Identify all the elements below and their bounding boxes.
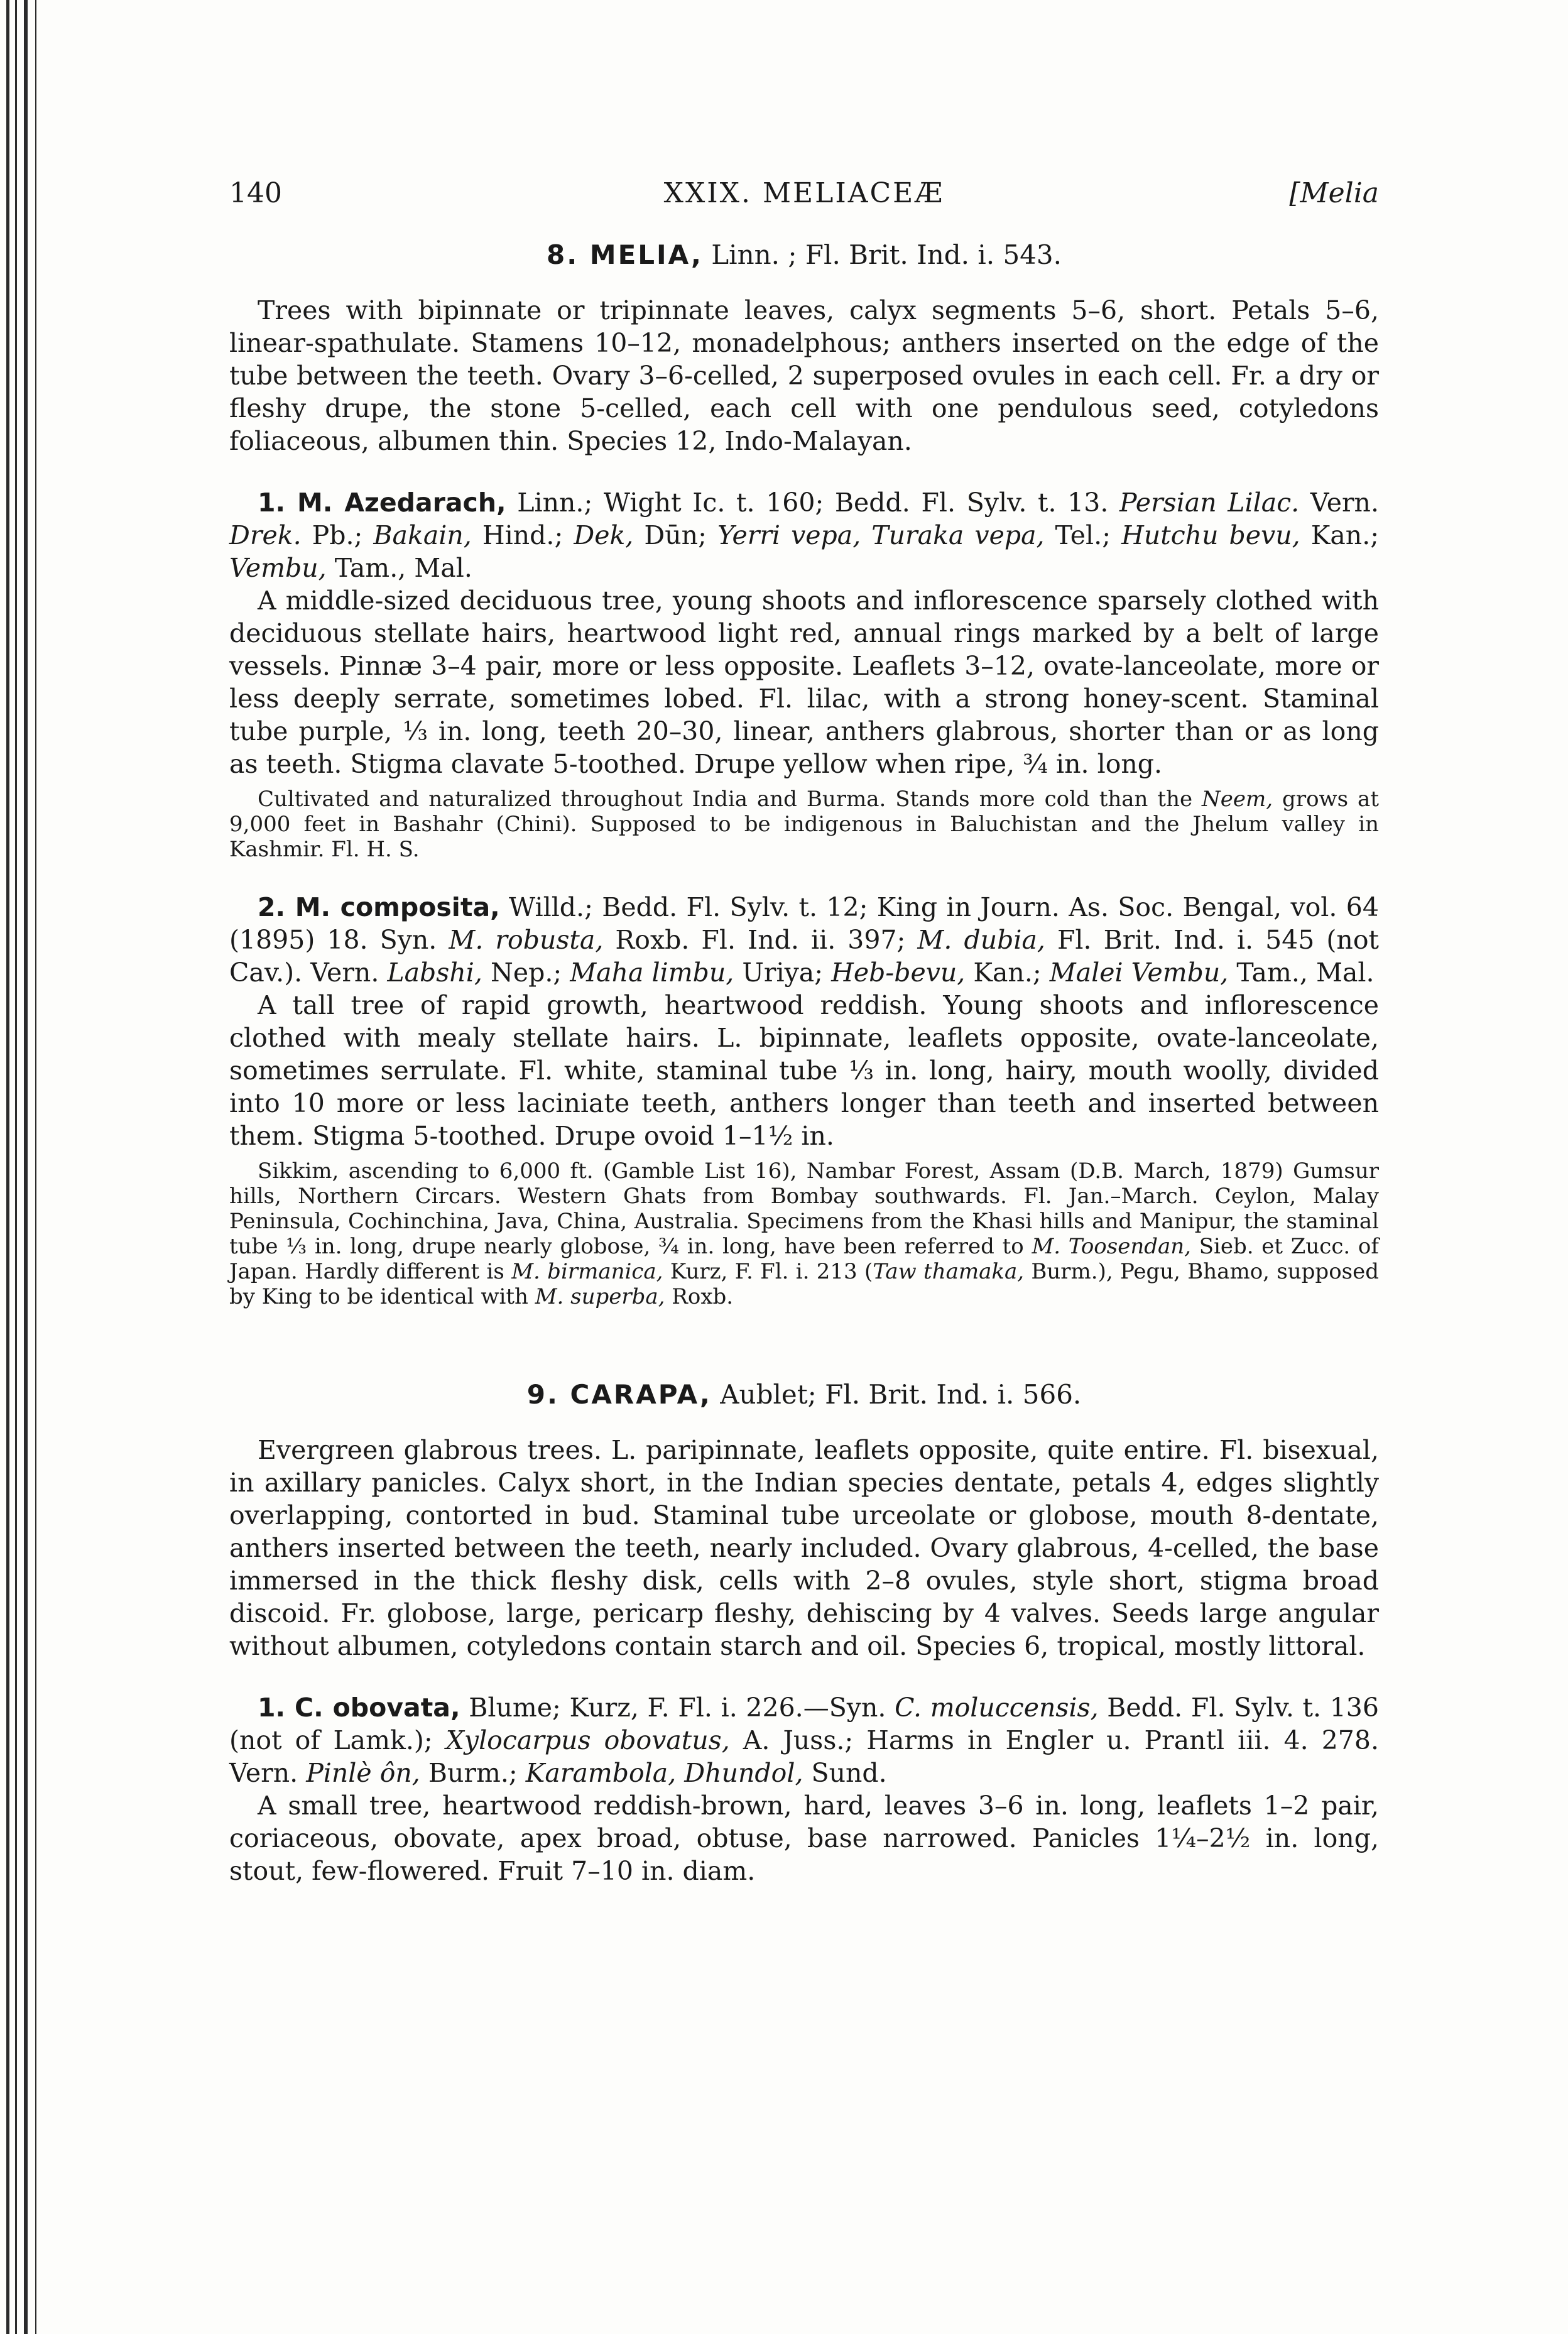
common-name: Persian Lilac. [1119,488,1300,518]
species-name: 1. M. Azedarach, [258,488,506,518]
species-entry-azedarach: 1. M. Azedarach, Linn.; Wight Ic. t. 160; Bedd. Fl. Sylv. t. 13. Persian Lilac. Vern. Drek. Pb.; Bakain, Hind.; Dek, Dūn; Yerri vepa, Turaka vepa, Tel.; Hutchu bevu, Kan.; Vembu, Tam., Mal. [229,488,1380,583]
distribution-note: Sikkim, ascending to 6,000 ft. (Gamble List 16), Nambar Forest, Assam (D.B. March, 1879) Gumsur hills, Northern Circars. Western Ghats from Bombay southwards. Fl. Jan.–March. Ceylon, Malay Peninsula, Cochinchina, Java, China, Australia. Specimens from the Khasi hills and Manipur, the staminal tube ⅓ in. long, drupe nearly globose, ¾ in. long, have been referred to M. Toosendan, Sieb. et Zucc. of Japan. Hardly different is M. birmanica, Kurz, F. Fl. i. 213 (Taw thamaka, Burm.), Pegu, Bhamo, supposed by King to be identical with M. superba, Roxb. [229,1159,1379,1309]
species-description: A small tree, heartwood reddish-brown, hard, leaves 3–6 in. long, leaflets 1–2 pair, coriaceous, obovate, apex broad, obtuse, base narrowed. Panicles 1¼–2½ in. long, stout, few-flowered. Fruit 7–10 in. diam. [229,1791,1379,1886]
species-description: A tall tree of rapid growth, heartwood reddish. Young shoots and inflorescence clothed with mealy stellate hairs. L. bipinnate, leaflets opposite, ovate-lanceolate, sometimes serrulate. Fl. white, staminal tube ⅓ in. long, hairy, mouth woolly, divided into 10 more or less laciniate teeth, anthers longer than teeth and inserted between them. Stigma 5-toothed. Drupe ovoid 1–1½ in. [229,990,1379,1151]
page-number: 140 [229,177,282,209]
species-name: 2. M. composita, [258,892,500,922]
species-description: A middle-sized deciduous tree, young shoots and inflorescence sparsely clothed with deciduous stellate hairs, heartwood light red, annual rings marked by a belt of large vessels. Pinnæ 3–4 pair, more or less opposite. Leaflets 3–12, ovate-lanceolate, more or less deeply serrate, sometimes lobed. Fl. lilac, with a strong honey-scent. Staminal tube purple, ⅓ in. long, teeth 20–30, linear, anthers glabrous, shorter than or as long as teeth. Stigma clavate 5-toothed. Drupe yellow when ripe, ¾ in. long. [229,586,1379,779]
species-entry-obovata: 1. C. obovata, Blume; Kurz, F. Fl. i. 226.—Syn. C. moluccensis, Bedd. Fl. Sylv. t. 136 (not of Lamk.); Xylocarpus obovatus, A. Juss.; Harms in Engler u. Prantl iii. 4. 278. Vern. Pinlè ôn, Burm.; Karambola, Dhundol, Sund. [229,1693,1379,1788]
genus-description: Evergreen glabrous trees. L. paripinnate, leaflets opposite, quite entire. Fl. bisexual, in axillary panicles. Calyx short, in the Indian species dentate, petals 4, edges slightly overlapping, contorted in bud. Staminal tube urceolate or globose, mouth 8-dentate, anthers inserted between the teeth, nearly included. Ovary glabrous, 4-celled, the base immersed in the thick fleshy disk, cells with 2–8 ovules, style short, stigma broad discoid. Fr. globose, large, pericarp fleshy, dehiscing by 4 valves. Seeds large angular without albumen, cotyledons contain starch and oil. Species 6, tropical, mostly littoral. [229,1435,1379,1661]
chapter-title: XXIX. MELIACEÆ [663,177,945,209]
genus-name: 9. CARAPA, [526,1379,712,1410]
genus-reference: Aublet; Fl. Brit. Ind. i. 566. [711,1379,1082,1410]
species-name: 1. C. obovata, [258,1693,460,1723]
species-entry-composita: 2. M. composita, Willd.; Bedd. Fl. Sylv. t. 12; King in Journ. As. Soc. Bengal, vol. 64 (1895) 18. Syn. M. robusta, Roxb. Fl. Ind. ii. 397; M. dubia, Fl. Brit. Ind. i. 545 (not Cav.). Vern. Labshi, Nep.; Maha limbu, Uriya; Heb-bevu, Kan.; Malei Vembu, Tam., Mal. [229,892,1379,988]
running-head: [Melia [1289,177,1379,209]
book-binding-edge [0,0,44,2334]
page-header [229,177,1379,215]
genus-name: 8. MELIA, [546,239,703,270]
genus-heading-melia [229,239,1379,271]
genus-heading-carapa [229,1378,1379,1411]
distribution-note: Cultivated and naturalized throughout India and Burma. Stands more cold than the Neem, grows at 9,000 feet in Bashahr (Chini). Supposed to be indigenous in Baluchistan and the Jhelum valley in Kashmir. Fl. H. S. [229,787,1379,862]
genus-description: Trees with bipinnate or tripinnate leaves, calyx segments 5–6, short. Petals 5–6, linear-spathulate. Stamens 10–12, monadelphous; anthers inserted on the edge of the tube between the teeth. Ovary 3–6-celled, 2 superposed ovules in each cell. Fr. a dry or fleshy drupe, the stone 5-celled, each cell with one pendulous seed, cotyledons foliaceous, albumen thin. Species 12, Indo-Malayan. [229,295,1379,456]
page-body [229,239,1379,1887]
genus-reference: Linn. ; Fl. Brit. Ind. i. 543. [702,239,1062,270]
